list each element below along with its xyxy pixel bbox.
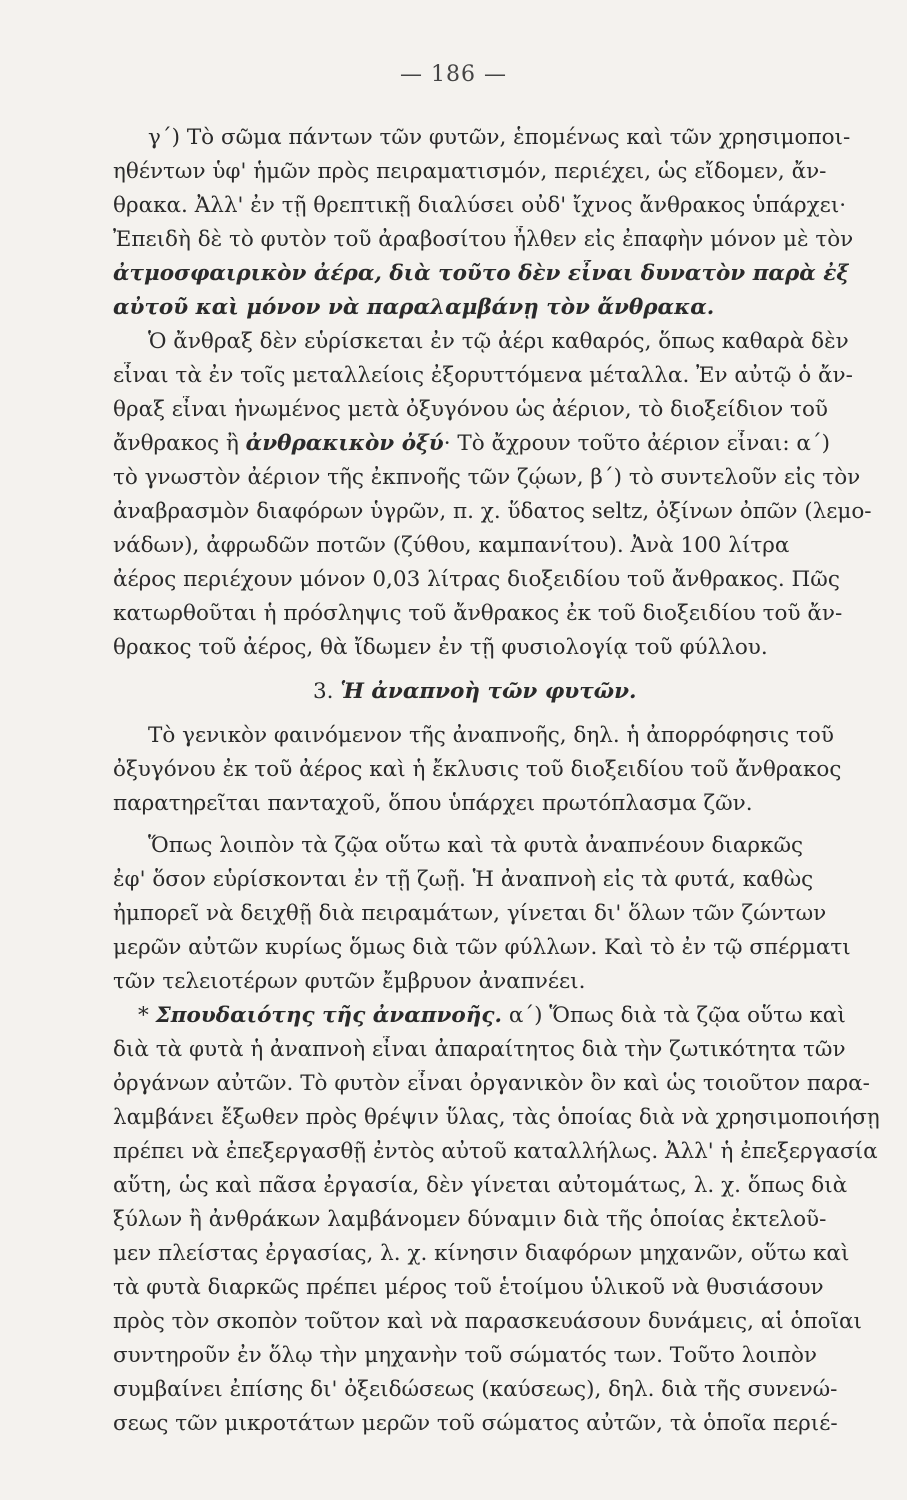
line-text: τὸ γνωστὸν ἀέριον τῆς ἐκπνοῆς τῶν ζῴων, β΄) τὸ συντελοῦν εἰς τὸν	[113, 465, 861, 490]
line-text: μεν πλείστας ἐργασίας, λ. χ. κίνησιν διαφόρων μηχανῶν, οὕτω καὶ	[113, 1241, 850, 1266]
text-line	[113, 968, 585, 996]
line-text: τὰ φυτὰ διαρκῶς πρέπει μέρος τοῦ ἑτοίμου ὑλικοῦ νὰ θυσιάσουν	[113, 1275, 824, 1300]
emphasis-text: αὐτοῦ καὶ μόνον νὰ παραλαμβάνῃ τὸν ἄνθρακα.	[113, 295, 715, 320]
text-line	[113, 1036, 846, 1064]
text-line	[113, 600, 842, 628]
page-number: — 186 —	[400, 62, 507, 87]
emphasis-text: ἀτμοσφαιρικὸν ἀέρα, διὰ τοῦτο δὲν εἶναι δυνατὸν παρὰ ἐξ	[113, 261, 850, 286]
line-text: Τὸ γενικὸν φαινόμενον τῆς ἀναπνοῆς, δηλ. ἡ ἀπορρόφησις τοῦ	[148, 723, 834, 748]
text-line	[113, 1342, 817, 1370]
line-text: ἀναβρασμὸν διαφόρων ὑγρῶν, π. χ. ὕδατος seltz, ὀξίνων ὀπῶν (λεμο-	[113, 499, 872, 524]
line-text: α΄) Ὅπως διὰ τὰ ζῷα οὕτω καὶ	[501, 1003, 846, 1028]
text-line	[113, 790, 753, 818]
line-text: ξύλων ἢ ἀνθράκων λαμβάνομεν δύναμιν διὰ τῆς ὁποίας ἐκτελοῦ-	[113, 1207, 827, 1232]
text-line	[113, 532, 789, 560]
text-line	[113, 464, 860, 492]
line-text: Ὁ ἄνθραξ δὲν εὑρίσκεται ἐν τῷ ἀέρι καθαρός, ὅπως καθαρὰ δὲν	[148, 329, 849, 354]
text-line	[113, 498, 872, 526]
line-text: ἐφ' ὅσον εὑρίσκονται ἐν τῇ ζωῇ. Ἡ ἀναπνοὴ εἰς τὰ φυτά, καθὼς	[113, 867, 814, 892]
line-text: παρατηρεῖται πανταχοῦ, ὅπου ὑπάρχει πρωτόπλασμα ζῶν.	[113, 791, 753, 816]
text-line	[113, 1274, 824, 1302]
text-line	[113, 756, 841, 784]
line-text: εἶναι τὰ ἐν τοῖς μεταλλείοις ἐξορυττόμενα μέταλλα. Ἐν αὐτῷ ὁ ἄν-	[113, 363, 853, 388]
text-line	[113, 1070, 870, 1098]
text-line	[113, 1104, 880, 1132]
line-text: κατωρθοῦται ἡ πρόσληψις τοῦ ἄνθρακος ἐκ τοῦ διοξειδίου τοῦ ἄν-	[113, 601, 843, 626]
text-line	[113, 634, 768, 662]
line-text: *	[138, 1003, 156, 1028]
text-line	[113, 1410, 838, 1438]
emphasis-text: ἀνθρακικὸν ὀξύ	[245, 431, 444, 456]
line-text: νάδων), ἀφρωδῶν ποτῶν (ζύθου, καμπανίτου). Ἀνὰ 100 λίτρα	[113, 533, 790, 558]
line-text: ἀέρος περιέχουν μόνον 0,03 λίτρας διοξειδίου τοῦ ἄνθρακος. Πῶς	[113, 567, 840, 592]
line-text: ηθέντων ὑφ' ἡμῶν πρὸς πειραματισμόν, περιέχει, ὡς εἴδομεν, ἄν-	[113, 159, 827, 184]
text-line	[113, 396, 828, 424]
text-line	[313, 678, 637, 706]
line-text: θραξ εἶναι ἡνωμένος μετὰ ὀξυγόνου ὡς ἀέριον, τὸ διοξείδιον τοῦ	[113, 397, 828, 422]
line-text: σεως τῶν μικροτάτων μερῶν τοῦ σώματος αὐτῶν, τὰ ὁποῖα περιέ-	[113, 1411, 838, 1436]
line-text: λαμβάνει ἔξωθεν πρὸς θρέψιν ὕλας, τὰς ὁποίας διὰ νὰ χρησιμοποιήσῃ	[113, 1105, 880, 1130]
text-line	[113, 1206, 826, 1234]
text-line	[138, 1002, 846, 1030]
line-text: θρακος τοῦ ἀέρος, θὰ ἴδωμεν ἐν τῇ φυσιολογίᾳ τοῦ φύλλου.	[113, 635, 768, 660]
emphasis-text: Σπουδαιότης τῆς ἀναπνοῆς.	[155, 1003, 502, 1028]
text-line	[113, 1138, 878, 1166]
line-text: συντηροῦν ἐν ὅλῳ τὴν μηχανὴν τοῦ σώματός των. Τοῦτο λοιπὸν	[113, 1343, 817, 1368]
line-text: τῶν τελειοτέρων φυτῶν ἔμβρυον ἀναπνέει.	[113, 969, 586, 994]
line-text: πρὸς τὸν σκοπὸν τοῦτον καὶ νὰ παρασκευάσουν δυνάμεις, αἱ ὁποῖαι	[113, 1309, 862, 1334]
text-line	[113, 566, 840, 594]
text-line	[113, 1376, 837, 1404]
line-text: πρέπει νὰ ἐπεξεργασθῇ ἐντὸς αὐτοῦ καταλλήλως. Ἀλλ' ἡ ἐπεξεργασία	[113, 1139, 878, 1164]
text-line	[113, 1308, 862, 1336]
text-line	[148, 722, 834, 750]
line-text: αὕτη, ὡς καὶ πᾶσα ἐργασία, δὲν γίνεται αὐτομάτως, λ. χ. ὅπως διὰ	[113, 1173, 848, 1198]
text-line	[113, 900, 826, 928]
text-line	[113, 226, 853, 254]
text-line	[113, 294, 714, 322]
text-line	[113, 260, 849, 288]
line-text: διὰ τὰ φυτὰ ἡ ἀναπνοὴ εἶναι ἀπαραίτητος διὰ τὴν ζωτικότητα τῶν	[113, 1037, 846, 1062]
text-line	[113, 1172, 847, 1200]
text-line	[113, 1240, 849, 1268]
emphasis-text: Ἡ ἀναπνοὴ τῶν φυτῶν.	[340, 679, 637, 704]
line-text: ἠμπορεῖ νὰ δειχθῇ διὰ πειραμάτων, γίνεται δι' ὅλων τῶν ζώντων	[113, 901, 827, 926]
line-text: Ὅπως λοιπὸν τὰ ζῷα οὕτω καὶ τὰ φυτὰ ἀναπνέουν διαρκῶς	[148, 833, 804, 858]
text-line	[113, 362, 853, 390]
text-line	[148, 124, 850, 152]
text-line	[113, 866, 813, 894]
line-text: 3.	[313, 679, 341, 704]
text-line	[148, 832, 803, 860]
line-text: μερῶν αὐτῶν κυρίως ὅμως διὰ τῶν φύλλων. Καὶ τὸ ἐν τῷ σπέρματι	[113, 935, 851, 960]
text-line	[113, 430, 830, 458]
text-line	[113, 192, 846, 220]
line-text: · Τὸ ἄχρουν τοῦτο ἀέριον εἶναι: α΄)	[443, 431, 831, 456]
line-text: συμβαίνει ἐπίσης δι' ὀξειδώσεως (καύσεως), δηλ. διὰ τῆς συνενώ-	[113, 1377, 838, 1402]
text-line	[148, 328, 849, 356]
line-text: Ἐπειδὴ δὲ τὸ φυτὸν τοῦ ἀραβοσίτου ἦλθεν εἰς ἐπαφὴν μόνον μὲ τὸν	[113, 227, 854, 252]
line-text: ἄνθρακος ἢ	[113, 431, 246, 456]
line-text: γ΄) Τὸ σῶμα πάντων τῶν φυτῶν, ἑπομένως καὶ τῶν χρησιμοποι-	[148, 125, 851, 150]
text-line	[113, 934, 851, 962]
line-text: θρακα. Ἀλλ' ἐν τῇ θρεπτικῇ διαλύσει οὐδ' ἴχνος ἄνθρακος ὑπάρχει·	[113, 193, 847, 218]
text-line	[113, 158, 826, 186]
line-text: ὀξυγόνου ἐκ τοῦ ἀέρος καὶ ἡ ἔκλυσις τοῦ διοξειδίου τοῦ ἄνθρακος	[113, 757, 842, 782]
line-text: ὀργάνων αὐτῶν. Τὸ φυτὸν εἶναι ὀργανικὸν ὂν καὶ ὡς τοιοῦτον παρα-	[113, 1071, 870, 1096]
